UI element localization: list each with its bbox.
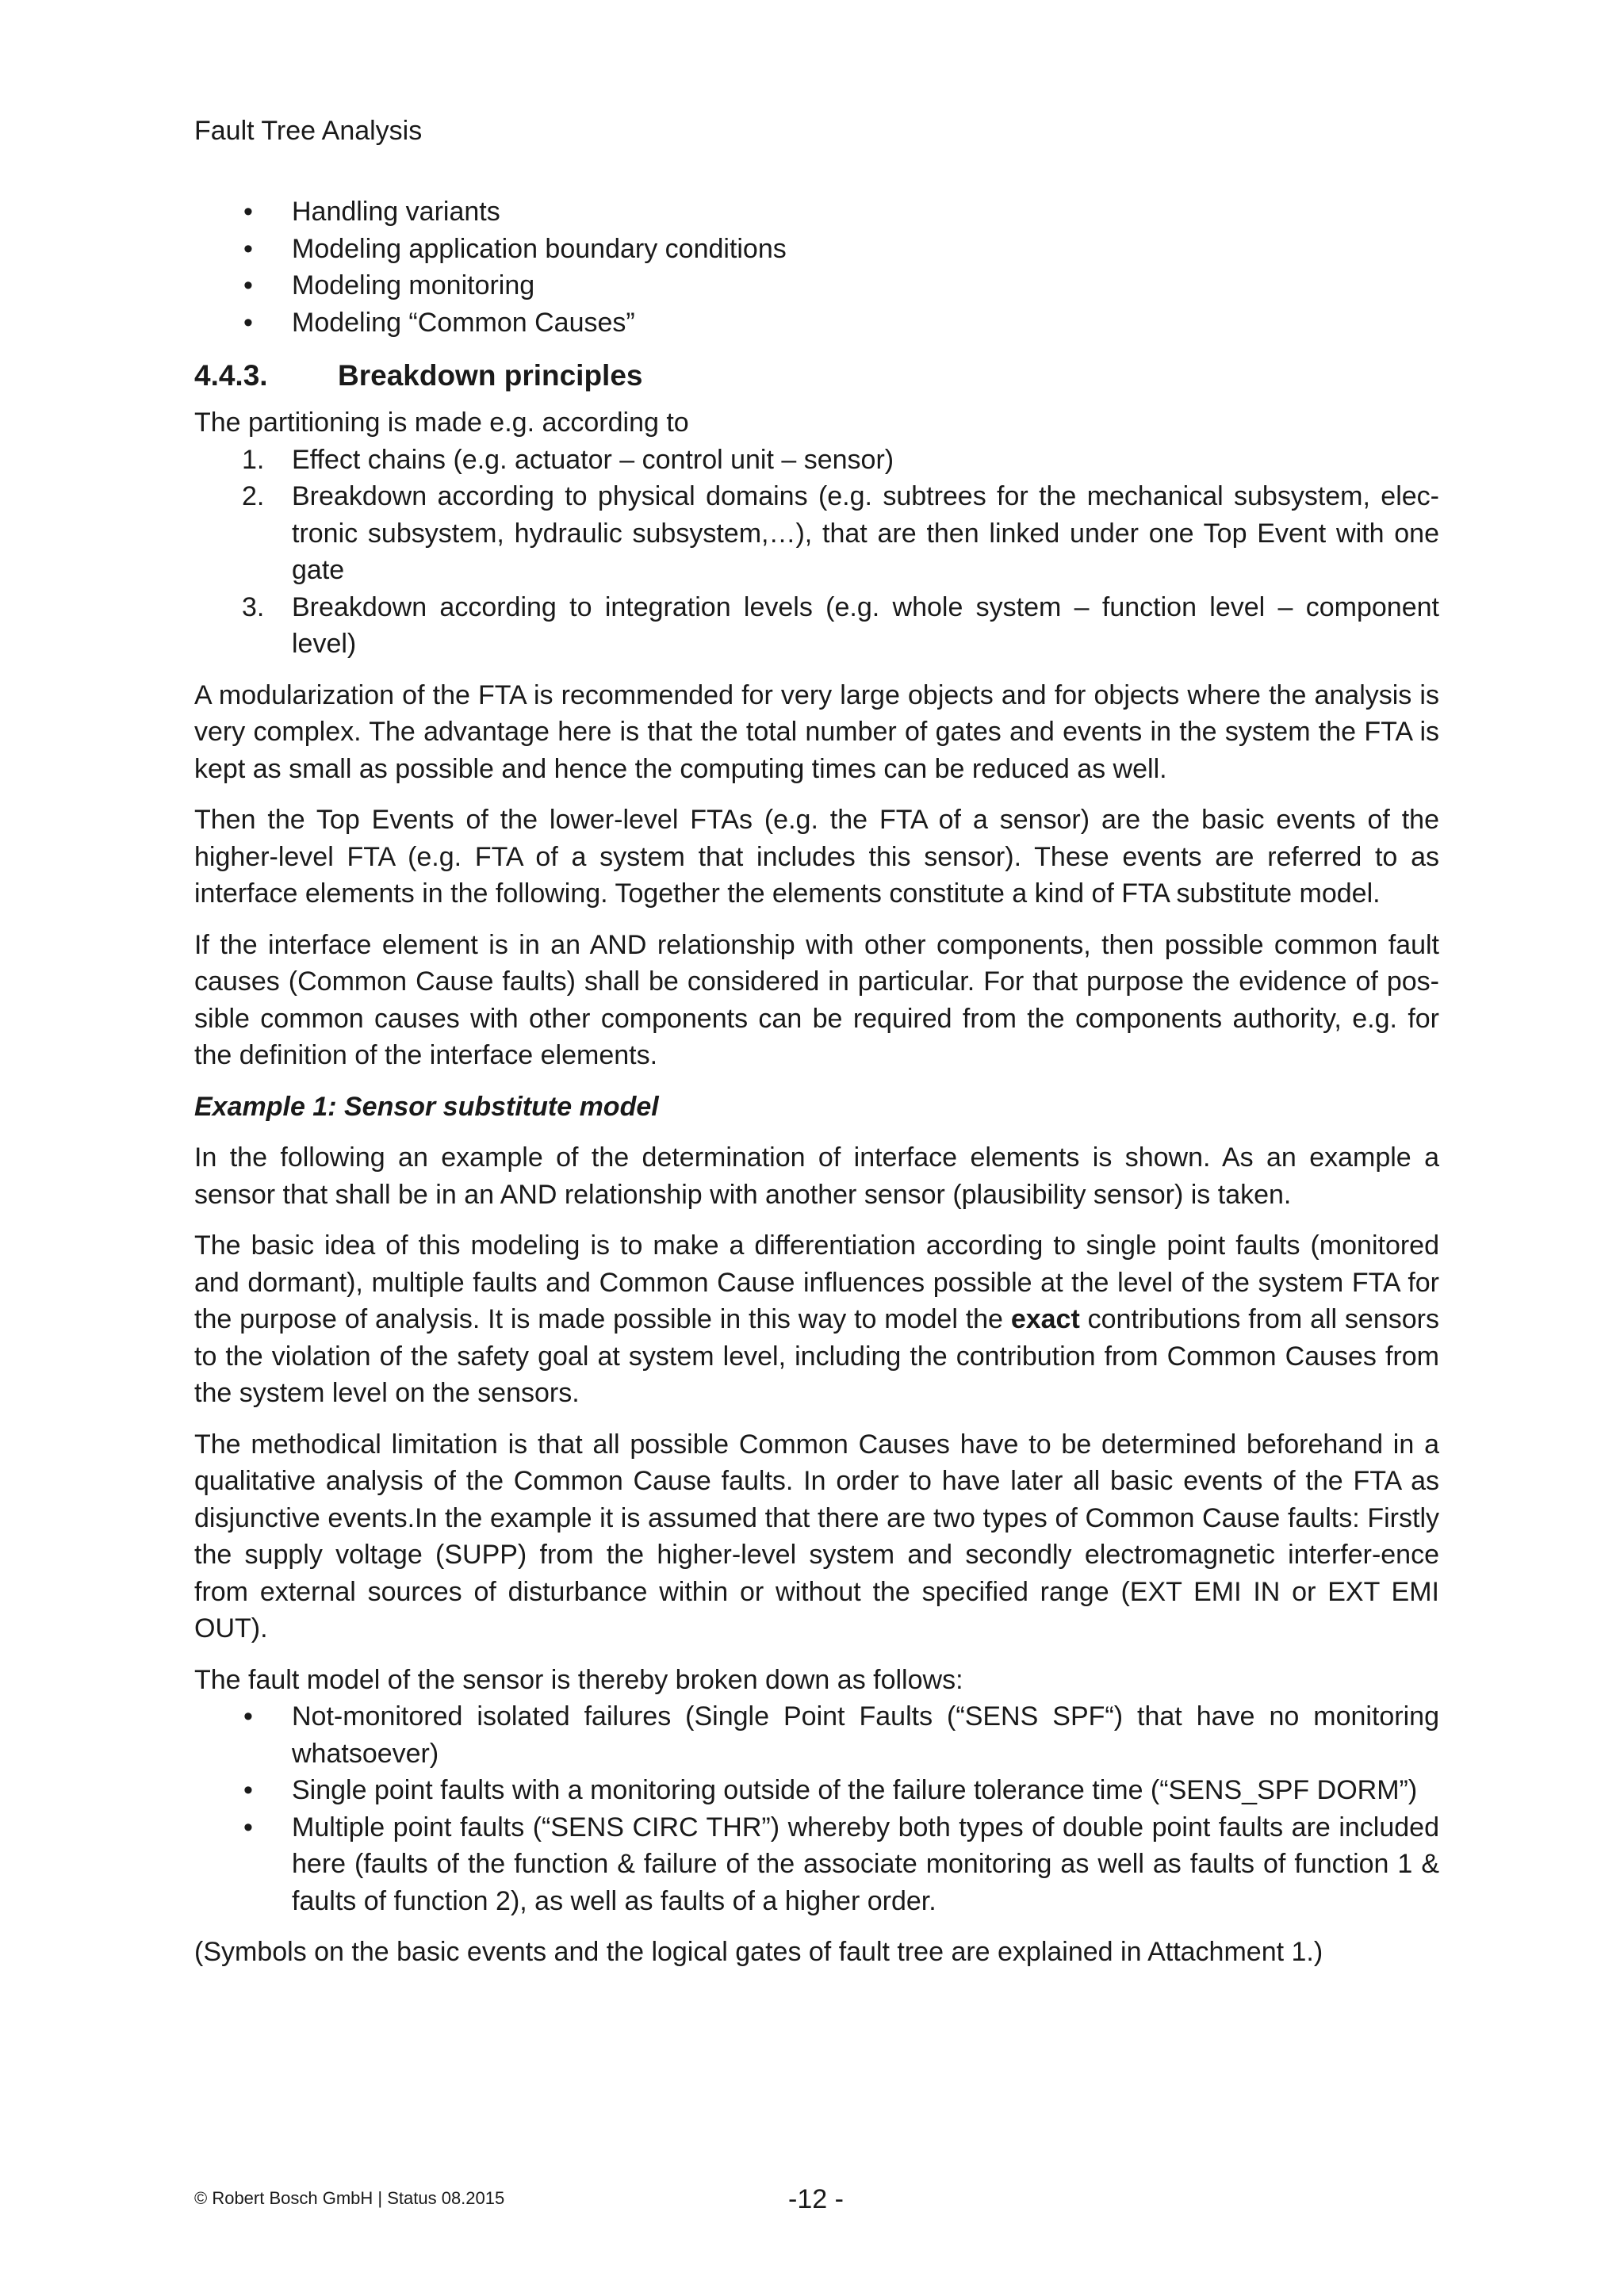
paragraph-basic-idea: The basic idea of this modeling is to make a differentiation according to single point faults (monitored and dormant), multiple faults and Common Cause influences possible at the level of the system FTA for the purpose of analysis. It is made possible in this way to model the exact contributions from all sensors to the violation of the safety goal at system level, including the contribution from Common Causes from the system level on the sensors. [194,1230,1439,1408]
page-number: -12 - [788,2184,844,2214]
section-number: 4.4.3. [194,359,268,392]
bullet-icon: • [243,197,253,227]
bullet-icon: • [243,307,253,338]
bullet-icon: • [243,1701,253,1732]
list-item: • Multiple point faults (“SENS CIRC THR”) whereby both types of double point faults are included here (faults of the function & failure of the associate monitoring as well as faults of function 1 & faults of function 2), as well as faults of a higher order. [194,1809,1439,1920]
partition-intro: The partitioning is made e.g. according to [194,408,689,438]
footer-copyright: © Robert Bosch GmbH | Status 08.2015 [194,2188,505,2208]
running-header: Fault Tree Analysis [194,116,423,146]
top-bullet-list [194,193,1439,341]
emphasis-exact: exact [1010,1304,1080,1334]
main-content [194,193,1439,1971]
paragraph-modularization: A modularization of the FTA is recommended for very large objects and for objects where the analysis is very complex. The advantage here is that the total number of gates and events in the system the FTA is kept as small as possible and hence the computing times can be reduced as well. [194,679,1439,784]
bullet-icon: • [243,1812,253,1843]
example-title: Example 1: Sensor substitute model [194,1091,659,1122]
bullet-icon: • [243,233,253,264]
paragraph-limitation: The methodical limitation is that all possible Common Causes have to be determined beforehand in a qualitative analysis of the Common Cause faults. In order to have later all basic events of the FTA as disjunctive events.In the example it is assumed that there are two types of Common Cause faults: Firstly the supply voltage (SUPP) from the higher-level system and secondly electromagnetic interfer-ence from external sources of disturbance within or without the specified range (EXT EMI IN or EXT EMI OUT). [194,1429,1439,1644]
section-title: Breakdown principles [338,359,643,392]
paragraph-example-intro: In the following an example of the determination of interface elements is shown. As an example a sensor that shall be in an AND relationship with another sensor (plausibility sensor) is taken. [194,1142,1439,1210]
list-number: 1. [242,444,265,475]
paragraph-symbols-note: (Symbols on the basic events and the logical gates of fault tree are explained in Attachment 1.) [194,1937,1323,1967]
list-item: • Modeling application boundary conditions [194,231,1439,268]
list-item: • Single point faults with a monitoring outside of the failure tolerance time (“SENS_SPF DORM”) [194,1772,1439,1809]
bullet-icon: • [243,270,253,300]
bullet-icon: • [243,1775,253,1805]
fault-model-list [194,1698,1439,1919]
section-heading [194,355,1439,396]
list-item: • Not-monitored isolated failures (Single Point Faults (“SENS SPF“) that have no monitoring whatsoever) [194,1698,1439,1772]
paragraph-interface-and: If the interface element is in an AND relationship with other components, then possible common fault causes (Common Cause faults) shall be considered in particular. For that purpose the evidence of pos-sible common causes with other components can be required from the components authority, e.g. for the definition of the interface elements. [194,929,1439,1070]
list-item: 3. Breakdown according to integration levels (e.g. whole system – function level – component level) [194,589,1439,663]
paragraph-fault-model-intro: The fault model of the sensor is thereby broken down as follows: [194,1664,963,1695]
paragraph-top-events: Then the Top Events of the lower-level FTAs (e.g. the FTA of a sensor) are the basic events of the higher-level FTA (e.g. FTA of a system that includes this sensor). These events are referred to as interface elements in the following. Together the elements constitute a kind of FTA substitute model. [194,805,1439,909]
partition-list [194,442,1439,663]
list-number: 3. [242,591,265,622]
list-item: • Handling variants [194,193,1439,231]
list-item: • Modeling monitoring [194,267,1439,304]
list-item: 2. Breakdown according to physical domains (e.g. subtrees for the mechanical subsystem, elec-tronic subsystem, hydraulic subsystem,…), that are then linked under one Top Event with one gate [194,478,1439,589]
list-number: 2. [242,481,265,511]
list-item: 1. Effect chains (e.g. actuator – control unit – sensor) [194,442,1439,479]
list-item: • Modeling “Common Causes” [194,304,1439,342]
